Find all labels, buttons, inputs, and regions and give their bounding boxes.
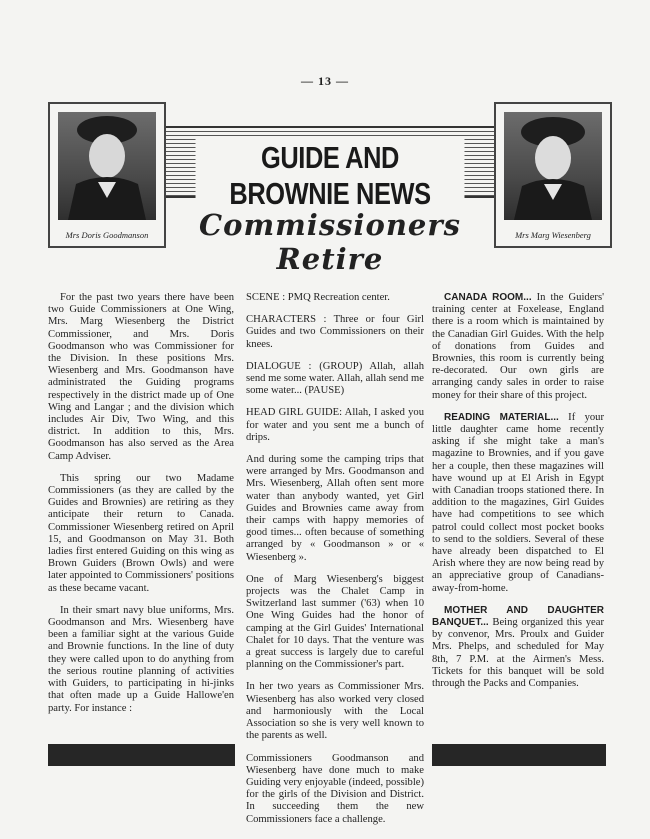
page-number: — 13 — — [301, 74, 349, 88]
news-item-canada-room — [432, 292, 604, 402]
news-heading: READING MATERIAL... — [444, 411, 559, 423]
paragraph: For the past two years there have been two Guide Commissioners at One Wing, Mrs. Marg Wiesenberg the District Commissioner, and Mrs. Doris Goodmanson who was Commissioner for the Division. In these positions Mrs. Wiesenberg and Mrs. Goodmanson have administrated the Guiding programs respectively in the district made up of One Wing and Langar ; and the division which includes Air Div, Two Wing, and this district. In addition to this, Mrs. Goodmanson has also served as the Area Camp Adviser. — [48, 292, 234, 462]
news-body: If your little daughter came home recently asking if she might take a man's magazine to Brownies, and if you gave her a couple, then these magazines will have wound up at El Arish in Egypt with Canadian troops stationed there. In addition to the magazines, Girl Guides have had competitions to see which patrol could collect most pocket books to send to the soldiers. Several of these have already been dispatched to El Arish where they are now being read by an appreciative group of Canadians-away-from-home. — [432, 411, 604, 594]
footer-bar-right — [432, 744, 606, 766]
footer-bar-left — [48, 744, 235, 766]
paragraph: And during some the camping trips that were arranged by Mrs. Goodmanson and Mrs. Wiesenberg, Allah often sent more water than anybody wanted, yet Girl Guides and Brownies came away from their camps with happy memories of good times... often because of something arranged by « Goodmanson » or « Wiesenberg ». — [246, 454, 424, 563]
news-item-banquet — [432, 605, 604, 690]
news-item-reading-material — [432, 412, 604, 595]
news-heading: CANADA ROOM... — [444, 292, 532, 303]
column-3 — [432, 292, 604, 700]
paragraph: One of Marg Wiesenberg's biggest projects was the Chalet Camp in Switzerland last summer ('63) when 10 One Wing Guides had the honor of camping at the Girl Guides' International Chalet for 10 days. That the venture was a great success is largely due to careful planning on the Commissioner's part. — [246, 573, 424, 671]
page-title: GUIDE AND BROWNIE NEWS — [196, 138, 465, 214]
paragraph: In their smart navy blue uniforms, Mrs. Goodmanson and Mrs. Wiesenberg have been a familiar sight at the various Guide and Brownie functions. In the line of duty they were called upon to do anything from the serious routine planning of activities with Guiders, to participating in hi-jinks that often made up a Guide Hallowe'en party. For instance : — [48, 604, 234, 714]
column-2 — [246, 292, 424, 836]
paragraph: In her two years as Commissioner Mrs. Wiesenberg has also worked very closed and harmoniously with the Local Association so she is very well known to the parents as well. — [246, 681, 424, 742]
photo-caption-left: Mrs Doris Goodmanson — [65, 230, 149, 240]
news-body: In the Guiders' training center at Foxelease, England there is a room which is maintained by the Canadian Girl Guides. With the help of donations from Guides and Brownies, this room is currently being re-decorated. Our own girls are arranging candy sales in order to raise money for their share of this project. — [432, 292, 604, 401]
photo-frame-left — [48, 102, 166, 248]
photo-caption-right: Mrs Marg Wiesenberg — [515, 230, 591, 240]
news-body: Being organized this year by convenor, Mrs. Proulx and Guider Mrs. Phelps, and scheduled for May 8th, 7 P.M. at the Airmen's Mess. Tickets for this banquet will be sold through the Packs and Companies. — [432, 617, 604, 690]
column-1 — [48, 292, 234, 725]
portrait-photo-right — [504, 112, 602, 220]
paragraph: SCENE : PMQ Recreation center. — [246, 292, 390, 303]
portrait-photo-left — [58, 112, 156, 220]
paragraph: HEAD GIRL GUIDE: Allah, I asked you for water and you sent me a bunch of drips. — [246, 407, 424, 443]
news-heading: MOTHER AND DAUGHTER BANQUET... — [432, 604, 604, 629]
paragraph: This spring our two Madame Commissioners (as they are called by the Guides and Brownies) are retiring as they anticipate their return to Canada. Commissioner Wiesenberg retired on April 15, and Goodmanson on May 31. Both ladies first entered Guiding on this wing as Brown Guiders (Brown Owls) and were later appointed to Commissioners' positions as these became vacant. — [48, 472, 234, 594]
title-banner — [166, 126, 494, 211]
photo-frame-right — [494, 102, 612, 248]
paragraph: Commissioners Goodmanson and Wiesenberg have done much to make Guiding very enjoyable (indeed, possible) for the girls of the Division and District. In succeeding them the new Commissioners face a challenge. — [246, 752, 424, 825]
paragraph: DIALOGUE : (GROUP) Allah, allah send me some water. Allah, allah send me some water... (PAUSE) — [246, 360, 424, 397]
article-subtitle: Commissioners Retire — [199, 208, 461, 276]
paragraph: CHARACTERS : Three or four Girl Guides and two Commissioners on their knees. — [246, 314, 424, 350]
